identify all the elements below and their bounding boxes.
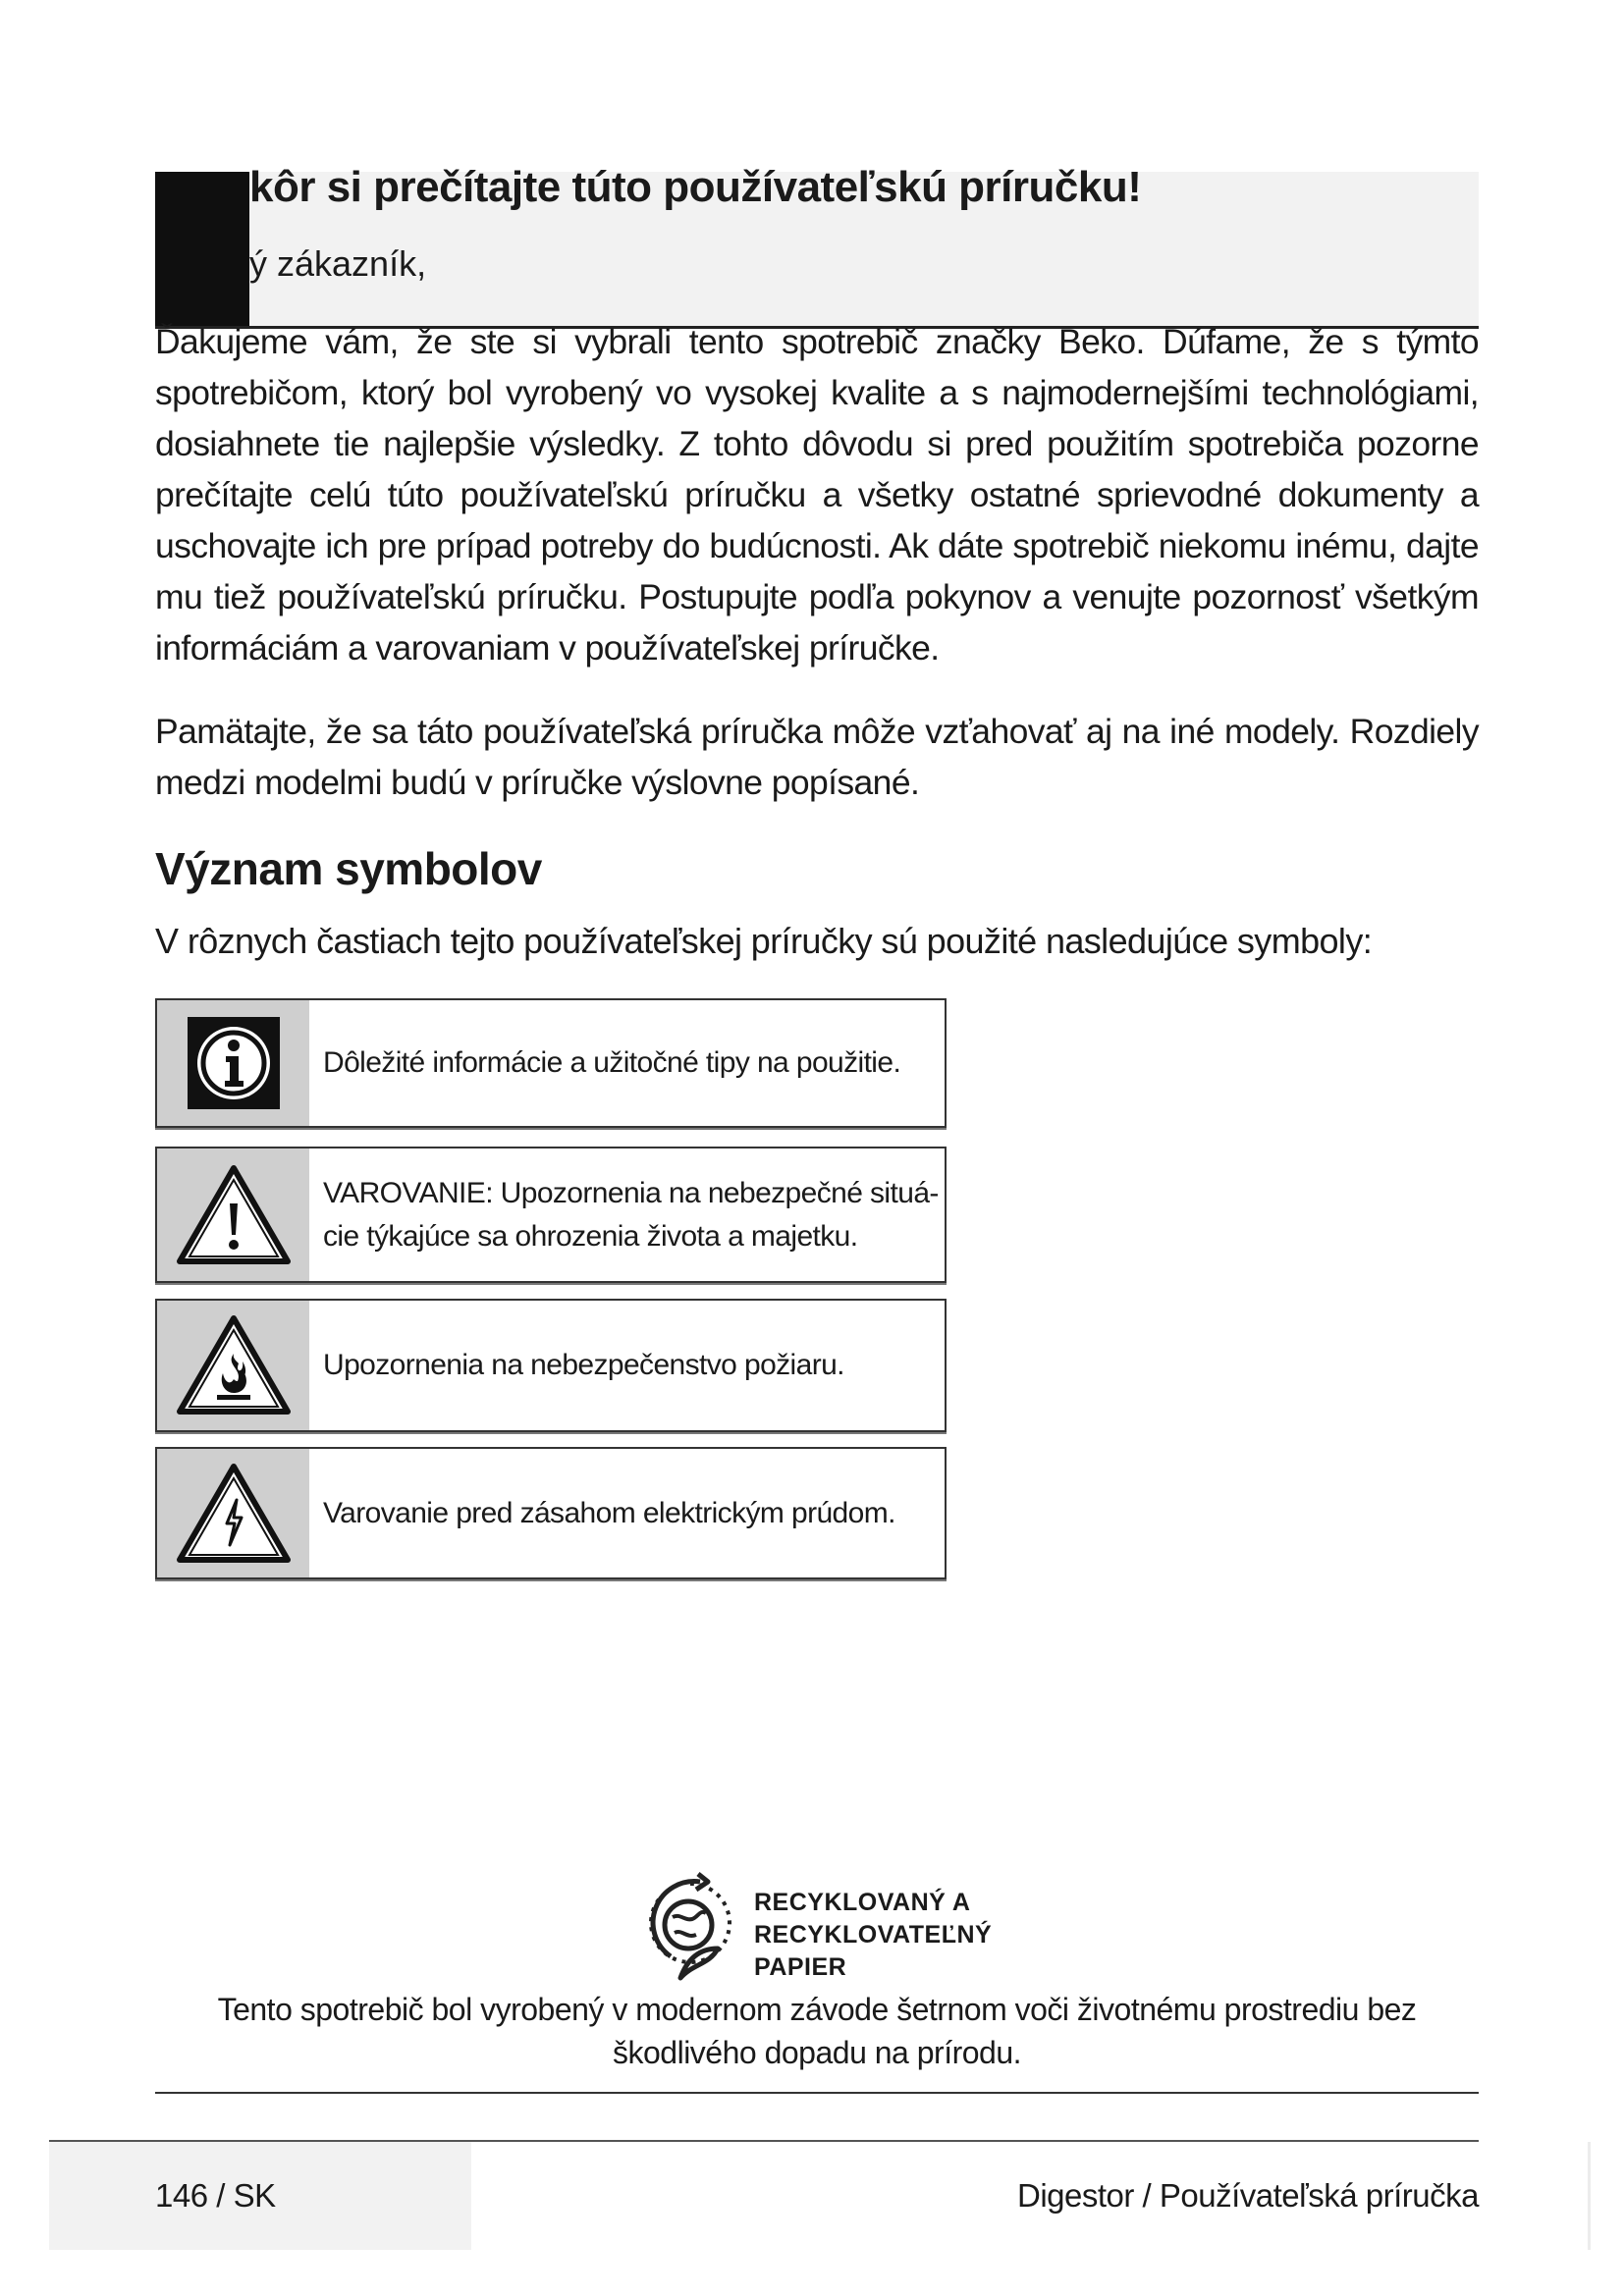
symbol-text-electric: Varovanie pred zásahom elektrickým prúdom. [323, 1496, 895, 1529]
symbol-row-warning [155, 1147, 947, 1283]
document-title: Digestor / Používateľská príručka [1017, 2177, 1479, 2214]
symbol-text-info: Dôležité informácie a užitočné tipy na použitie. [323, 1046, 901, 1079]
greeting: ý zákazník, [249, 243, 427, 284]
divider-line [155, 2092, 1479, 2094]
eco-note: Tento spotrebič bol vyrobený v modernom závode šetrnom voči životnému prostrediu bez škodlivého dopadu na prírodu. [217, 1992, 1417, 2070]
page-number: 146 / SK [155, 2177, 276, 2214]
page-title: kôr si prečítajte túto používateľskú príručku! [249, 163, 1142, 211]
recycled-paper-label-line-1: RECYKLOVANÝ A [754, 1889, 971, 1916]
recycled-paper-label [754, 1887, 1108, 1984]
recycled-paper-label-line-2: RECYKLOVATEĽNÝ [754, 1921, 993, 1949]
edge-mark [1588, 2142, 1591, 2250]
intro-paragraph-1: Ďakujeme vám, že ste si vybrali tento spotrebič značky Beko. Dúfame, že s týmto spotrebičom, ktorý bol vyrobený vo vysokej kvalite a s najmodernejšími technológiami, dosiahnete tie najlepšie výsledky. Z tohto dôvodu si pred použitím spotrebiča pozorne prečítajte celú túto používateľskú príručku a všetky ostatné sprievodné dokumenty a uschovajte ich pre prípad potreby do budúcnosti. Ak dáte spotrebič niekomu inému, dajte mu tiež používateľskú príručku. Postupujte podľa pokynov a venujte pozornosť všetkým informáciám a varovaniam v používateľskej príručke. [155, 322, 1479, 667]
recycled-paper-label-line-3: PAPIER [754, 1953, 847, 1981]
symbols-section-title: Význam symbolov [155, 843, 542, 894]
warning-icon [157, 1148, 309, 1281]
symbol-text-warning: VAROVANIE: Upozornenia na nebezpečné situá-cie týkajúce sa ohrozenia života a majetku. [323, 1176, 939, 1253]
symbol-row-fire [155, 1299, 947, 1432]
symbol-text-fire: Upozornenia na nebezpečenstvo požiaru. [323, 1349, 844, 1381]
header-black-block [155, 172, 249, 326]
info-icon [157, 1000, 309, 1126]
symbols-intro: V rôznych častiach tejto používateľskej príručky sú použité nasledujúce symboly: [155, 921, 1373, 961]
symbol-row-electric [155, 1447, 947, 1579]
recycled-paper-icon [641, 1870, 739, 1988]
symbol-row-info [155, 998, 947, 1128]
intro-paragraph-2: Pamätajte, že sa táto používateľská príručka môže vzťahovať aj na iné modely. Rozdiely medzi modelmi budú v príručke výslovne popísané. [155, 712, 1479, 802]
fire-warning-icon [157, 1301, 309, 1430]
electric-shock-icon [157, 1449, 309, 1577]
